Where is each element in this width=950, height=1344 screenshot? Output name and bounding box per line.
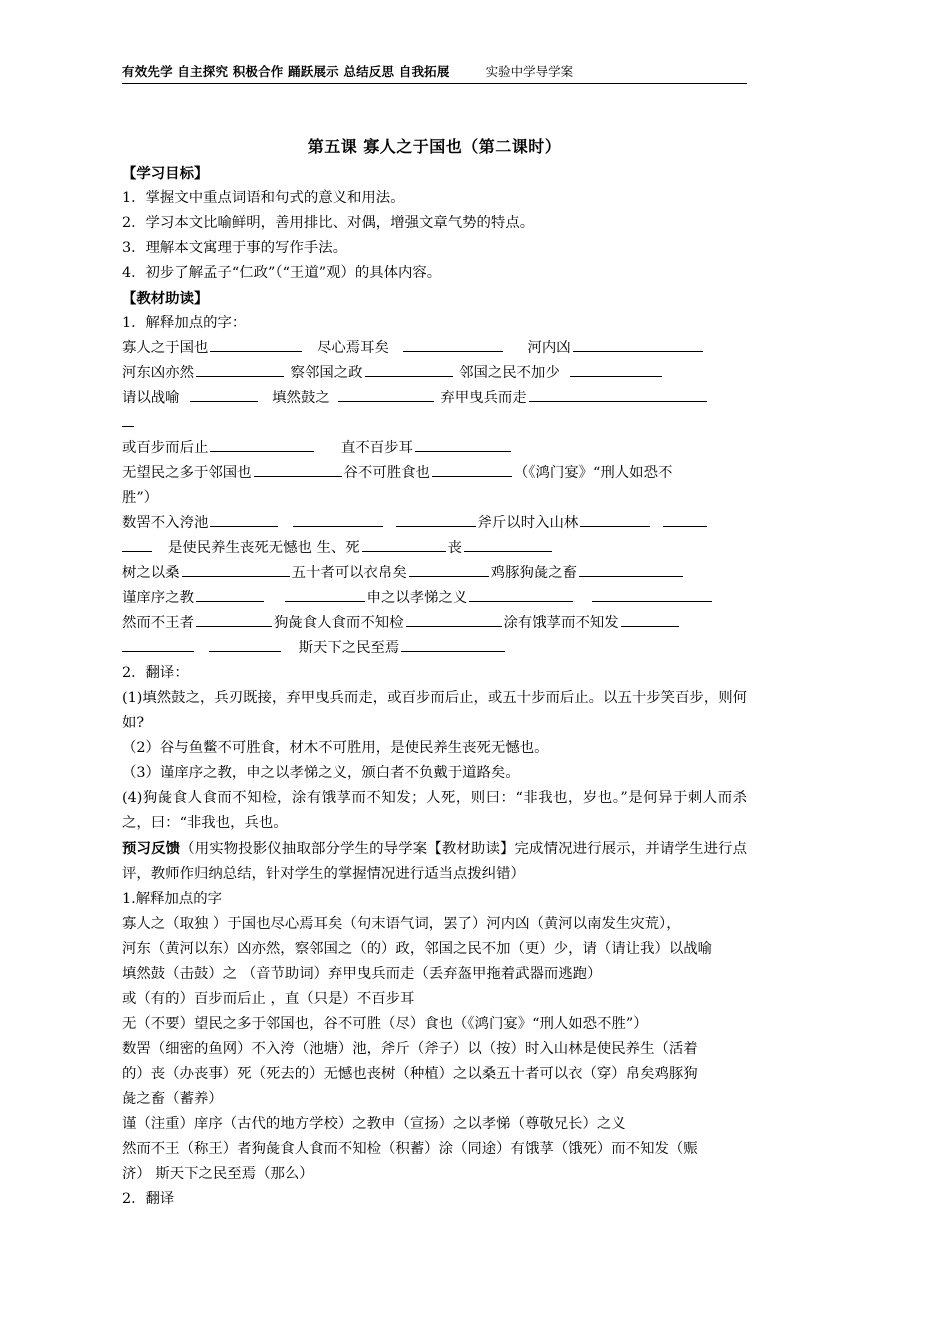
translation-item: (4)狗彘食人食而不知检，涂有饿莩而不知发；人死，则曰：“非我也，岁也。”是何异于刺人而杀之，曰：“非我也，兵也。: [122, 790, 747, 831]
vocab-phrase: 丧: [447, 540, 463, 556]
vocab-row: [122, 561, 747, 586]
lesson-title: 第五课 寡人之于国也（第二课时）: [307, 137, 562, 156]
reading-question-1: 1．解释加点的字：: [122, 315, 247, 331]
vocab-row: [122, 511, 747, 536]
vocab-row: [122, 386, 747, 411]
translation-item: （2）谷与鱼鳖不可胜食，材木不可胜用，是使民养生丧死无憾也。: [122, 740, 549, 756]
answer-blank[interactable]: [464, 537, 552, 552]
feedback-answer-line: 填然鼓（击鼓）之 （音节助词）弃甲曳兵而走（丢弃盔甲拖着武器而逃跑）: [122, 966, 602, 982]
answer-blank[interactable]: [362, 537, 446, 552]
objective-item: 1．掌握文中重点词语和句式的意义和用法。: [122, 190, 405, 206]
vocab-phrase: 是使民养生丧死无憾也 生、死: [168, 540, 360, 556]
vocab-phrase: 邻国之民不加少: [459, 365, 560, 381]
answer-blank[interactable]: [210, 337, 302, 352]
vocab-phrase: 树之以桑: [122, 565, 180, 581]
vocab-phrase: （《鸿门宴》“刑人如恐不: [513, 465, 673, 481]
vocab-phrase: 涂有饿莩而不知发: [503, 615, 619, 631]
vocab-phrase: 斧斤以时入山林: [477, 515, 579, 531]
vocab-row: [122, 486, 747, 511]
answer-blank[interactable]: [254, 462, 342, 477]
answer-blank[interactable]: [415, 437, 511, 452]
vocab-phrase: 谨庠序之教: [122, 590, 194, 606]
vocab-row-continued: [122, 411, 747, 436]
header-school: 实验中学导学案: [485, 64, 574, 79]
answer-blank[interactable]: [196, 612, 272, 627]
feedback-question-2: 2．翻译: [122, 1191, 175, 1207]
feedback-answer-line: 数罟（细密的鱼网）不入洿（池塘）池，斧斤（斧子）以（按）时入山林是使民养生（活着: [122, 1041, 698, 1057]
answer-blank[interactable]: [621, 612, 679, 627]
answer-blank[interactable]: [210, 437, 314, 452]
answer-blank[interactable]: [122, 537, 152, 552]
vocab-row: [122, 361, 747, 386]
answer-blank[interactable]: [580, 512, 650, 527]
objective-item: 3．理解本文寓理于事的写作手法。: [122, 240, 348, 256]
objective-item: 4．初步了解孟子“仁政”（“王道”观）的具体内容。: [122, 265, 442, 281]
vocab-phrase: 无望民之多于邻国也: [122, 465, 252, 481]
vocab-row: [122, 636, 747, 661]
feedback-answer-line: 或（有的）百步而后止 ，直（只是）不百步耳: [122, 991, 415, 1007]
answer-blank[interactable]: [182, 562, 290, 577]
reading-heading: 【教材助读】: [122, 290, 209, 307]
vocab-phrase: 河内凶: [527, 340, 571, 356]
answer-blank[interactable]: [529, 387, 707, 402]
vocab-row: [122, 586, 747, 611]
feedback-answer-line: 然而不王（称王）者狗彘食人食而不知检（积蓄）涂（同途）有饿莩（饿死）而不知发（赈: [122, 1141, 698, 1157]
answer-blank[interactable]: [469, 587, 573, 602]
answer-blank[interactable]: [579, 562, 683, 577]
feedback-answer-line: 无（不要）望民之多于邻国也，谷不可胜（尽）食也（《鸿门宴》“刑人如恐不胜”）: [122, 1016, 648, 1032]
feedback-answer-line: 彘之畜（蓄养）: [122, 1091, 223, 1107]
answer-blank[interactable]: [396, 512, 476, 527]
feedback-paragraph: [122, 836, 747, 887]
feedback-question-1: 1.解释加点的字: [122, 891, 223, 907]
vocab-phrase: 五十者可以衣帛矣: [291, 565, 407, 581]
vocab-phrase: 狗彘食人食而不知检: [273, 615, 404, 631]
vocab-phrase: 谷不可胜食也: [343, 465, 430, 481]
answer-blank[interactable]: [403, 337, 503, 352]
answer-blank[interactable]: [122, 412, 134, 427]
vocab-phrase: 填然鼓之: [272, 390, 330, 406]
vocab-phrase: 请以战喻: [122, 390, 180, 406]
answer-blank[interactable]: [409, 562, 489, 577]
feedback-answer-line: 的）丧（办丧事）死（死去的）无憾也丧树（种植）之以桑五十者可以衣（穿）帛矣鸡豚狗: [122, 1066, 698, 1082]
answer-blank[interactable]: [196, 587, 264, 602]
answer-blank[interactable]: [401, 637, 505, 652]
vocab-phrase: 察邻国之政: [290, 365, 363, 381]
reading-question-2: 2．翻译：: [122, 665, 189, 681]
answer-blank[interactable]: [432, 462, 512, 477]
answer-blank[interactable]: [663, 512, 707, 527]
answer-blank[interactable]: [190, 387, 258, 402]
vocab-row: [122, 611, 747, 636]
answer-blank[interactable]: [122, 637, 194, 652]
feedback-intro: （用实物投影仪抽取部分学生的导学案【教材助读】完成情况进行展示，并请学生进行点评，教师作归纳总结，针对学生的掌握情况进行适当点拨纠错）: [122, 841, 747, 882]
objective-item: 2．学习本文比喻鲜明，善用排比、对偶，增强文章气势的特点。: [122, 215, 535, 231]
translation-item: (1)填然鼓之，兵刃既接，弃甲曳兵而走，或百步而后止，或五十步而后止。以五十步笑百步，则何如?: [122, 690, 747, 731]
objectives-heading: 【学习目标】: [122, 165, 209, 182]
vocab-phrase: 然而不王者: [122, 615, 194, 631]
vocab-row: [122, 336, 747, 361]
vocab-row: [122, 436, 747, 461]
header-motto: 有效先学 自主探究 积极合作 踊跃展示 总结反思 自我拓展: [122, 64, 450, 79]
vocab-phrase: 斯天下之民至焉: [298, 640, 400, 656]
vocab-row: [122, 461, 747, 486]
feedback-answer-line: 寡人之（取独 ）于国也尽心焉耳矣（句末语气词，罢了）河内凶（黄河以南发生灾荒），: [122, 916, 681, 932]
feedback-answer-line: 谨（注重）庠序（古代的地方学校）之教申（宣扬）之以孝悌（尊敬兄长）之义: [122, 1116, 626, 1132]
feedback-answer-line: 济） 斯天下之民至焉（那么）: [122, 1166, 314, 1182]
answer-blank[interactable]: [210, 512, 278, 527]
feedback-label: 预习反馈: [122, 840, 181, 857]
answer-blank[interactable]: [365, 362, 453, 377]
worksheet-page: [122, 62, 747, 1212]
vocab-phrase: 胜”）: [122, 490, 159, 506]
vocab-phrase: 尽心焉耳矣: [316, 340, 389, 356]
vocab-phrase: 鸡豚狗彘之畜: [490, 565, 578, 581]
vocab-phrase: 数罟不入洿池: [122, 515, 209, 531]
answer-blank[interactable]: [570, 362, 662, 377]
answer-blank[interactable]: [592, 587, 712, 602]
vocab-phrase: 河东凶亦然: [122, 365, 194, 381]
answer-blank[interactable]: [293, 512, 383, 527]
vocab-phrase: 申之以孝悌之义: [366, 590, 468, 606]
vocab-phrase: 寡人之于国也: [122, 340, 209, 356]
answer-blank[interactable]: [573, 337, 703, 352]
answer-blank[interactable]: [209, 637, 281, 652]
answer-blank[interactable]: [196, 362, 284, 377]
vocab-phrase: 直不百步耳: [340, 440, 413, 456]
translation-item: （3）谨庠序之教，申之以孝悌之义，颁白者不负戴于道路矣。: [122, 765, 520, 781]
answer-blank[interactable]: [406, 612, 502, 627]
feedback-answer-line: 河东（黄河以东）凶亦然，察邻国之（的）政，邻国之民不加（更）少，请（请让我）以战喻: [122, 941, 713, 957]
vocab-phrase: 弃甲曳兵而走: [440, 390, 527, 406]
page-header: [122, 62, 747, 84]
vocab-row: [122, 536, 747, 561]
answer-blank[interactable]: [338, 387, 434, 402]
vocab-phrase: 或百步而后止: [122, 440, 209, 456]
answer-blank[interactable]: [285, 587, 365, 602]
